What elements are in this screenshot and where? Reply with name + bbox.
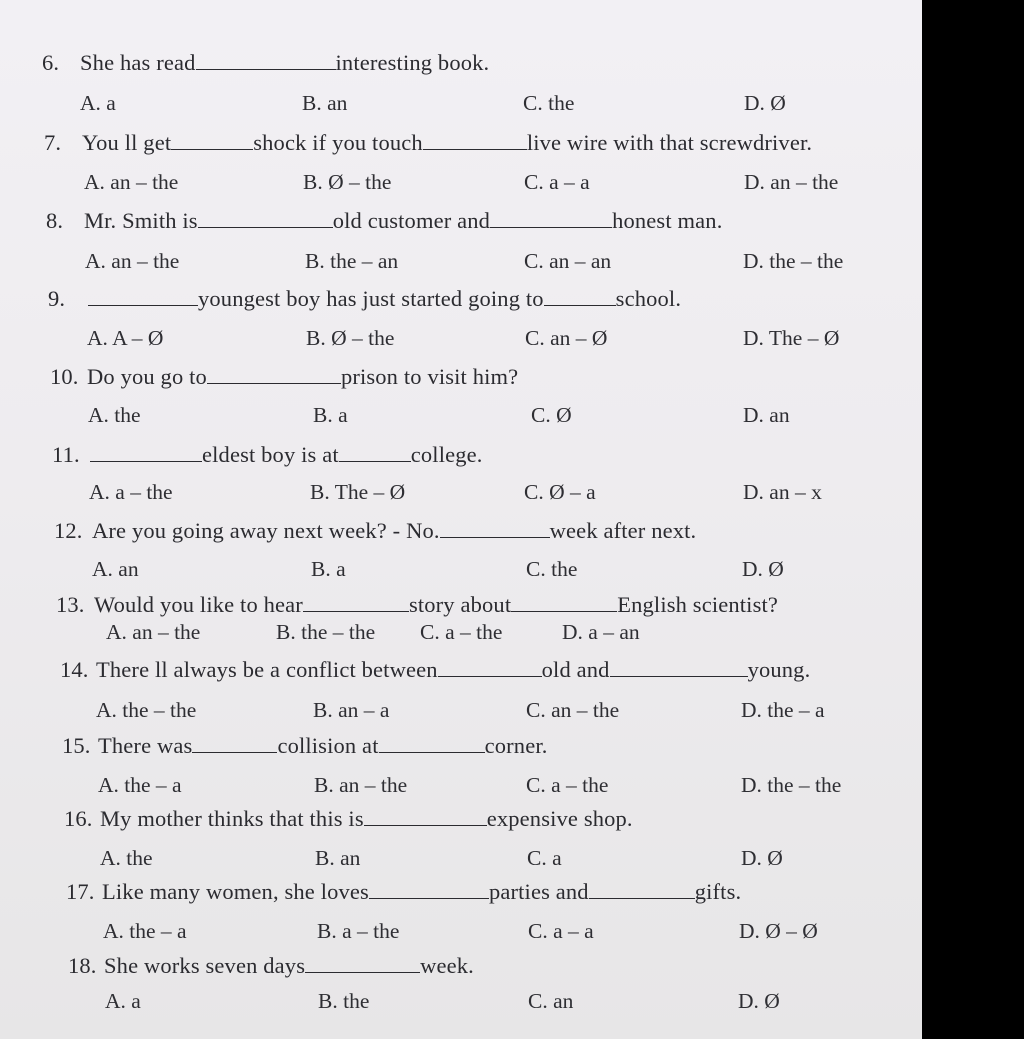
option-d: D. The – Ø	[743, 326, 840, 350]
answer-blank	[88, 304, 198, 306]
option-a: A. A – Ø	[87, 326, 164, 350]
question-text: youngest boy has just started going to	[198, 286, 544, 311]
option-c: C. an – Ø	[525, 326, 608, 350]
answer-blank	[207, 382, 341, 384]
question-text: Like many women, she loves	[102, 879, 369, 904]
option-b: B. a – the	[317, 919, 400, 943]
option-b: B. the – the	[276, 620, 376, 644]
option-c: C. an – an	[524, 249, 612, 273]
question-text: eldest boy is at	[202, 442, 339, 467]
answer-blank	[440, 536, 550, 538]
question-text: live wire with that screwdriver.	[526, 130, 813, 155]
question-number: 16.	[64, 806, 93, 831]
question-number: 18.	[68, 953, 97, 978]
question-number: 10.	[50, 364, 79, 389]
question-14	[60, 657, 810, 683]
option-d: D. an	[743, 403, 790, 427]
question-text: week after next.	[549, 518, 697, 543]
answer-blank	[379, 751, 485, 753]
option-a: A. the	[100, 846, 153, 870]
question-10	[50, 364, 518, 390]
question-number: 9.	[48, 286, 66, 311]
question-text: interesting book.	[335, 50, 490, 75]
answer-blank	[511, 610, 617, 612]
option-c: C. Ø	[531, 403, 572, 427]
answer-blank	[171, 148, 253, 150]
question-16	[64, 806, 633, 832]
answer-blank	[490, 226, 612, 228]
question-8	[46, 208, 722, 234]
option-b: B. a	[311, 557, 346, 581]
question-text: week.	[420, 953, 474, 978]
answer-blank	[364, 824, 487, 826]
question-number: 15.	[62, 733, 91, 758]
option-b: B. Ø – the	[303, 170, 392, 194]
option-d: D. the – a	[741, 698, 825, 722]
option-c: C. a	[527, 846, 562, 870]
option-a: A. a – the	[89, 480, 173, 504]
option-b: B. an	[315, 846, 361, 870]
question-text: Do you go to	[87, 364, 207, 389]
option-d: D. the – the	[743, 249, 844, 273]
question-text: corner.	[484, 733, 548, 758]
option-b: B. The – Ø	[310, 480, 406, 504]
option-b: B. an – a	[313, 698, 390, 722]
option-d: D. Ø – Ø	[739, 919, 818, 943]
question-text: Are you going away next week? - No.	[92, 518, 440, 543]
question-text: shock if you touch	[253, 130, 423, 155]
option-b: B. a	[313, 403, 348, 427]
answer-blank	[339, 460, 411, 462]
option-c: C. an	[528, 989, 574, 1013]
question-text: young.	[747, 657, 811, 682]
answer-blank	[305, 971, 420, 973]
question-text: Mr. Smith is	[84, 208, 198, 233]
option-d: D. a – an	[562, 620, 640, 644]
answer-blank	[423, 148, 527, 150]
question-number: 6.	[42, 50, 60, 75]
question-text: English scientist?	[617, 592, 779, 617]
option-a: A. an – the	[106, 620, 201, 644]
question-12	[54, 518, 696, 544]
question-18	[68, 953, 474, 979]
question-number: 11.	[52, 442, 80, 467]
answer-blank	[589, 897, 695, 899]
answer-blank	[544, 304, 616, 306]
question-text: college.	[410, 442, 483, 467]
option-c: C. the	[526, 557, 578, 581]
question-number: 7.	[44, 130, 62, 155]
answer-blank	[610, 675, 748, 677]
question-text: Would you like to hear	[94, 592, 303, 617]
question-text: honest man.	[612, 208, 723, 233]
question-15	[62, 733, 548, 759]
question-text: She works seven days	[104, 953, 306, 978]
option-d: D. Ø	[738, 989, 780, 1013]
question-number: 8.	[46, 208, 64, 233]
question-number: 14.	[60, 657, 89, 682]
question-number: 12.	[54, 518, 83, 543]
question-text: There ll always be a conflict between	[96, 657, 438, 682]
option-a: A. an	[92, 557, 139, 581]
option-c: C. a – the	[420, 620, 503, 644]
question-text: prison to visit him?	[340, 364, 519, 389]
question-text: There was	[98, 733, 193, 758]
option-d: D. an – x	[743, 480, 822, 504]
answer-blank	[438, 675, 542, 677]
option-d: D. the – the	[741, 773, 842, 797]
option-a: A. a	[105, 989, 141, 1013]
question-text: My mother thinks that this is	[100, 806, 364, 831]
option-b: B. the – an	[305, 249, 399, 273]
question-text: story about	[408, 592, 512, 617]
option-c: C. the	[523, 91, 575, 115]
question-number: 17.	[66, 879, 95, 904]
option-b: B. Ø – the	[306, 326, 395, 350]
question-11	[52, 442, 483, 468]
question-7	[44, 130, 812, 156]
option-d: D. an – the	[744, 170, 839, 194]
option-b: B. an	[302, 91, 348, 115]
option-a: A. an – the	[84, 170, 179, 194]
option-a: A. an – the	[85, 249, 180, 273]
question-text: collision at	[277, 733, 379, 758]
option-c: C. a – a	[524, 170, 590, 194]
option-d: D. Ø	[744, 91, 786, 115]
option-d: D. Ø	[741, 846, 783, 870]
option-b: B. an – the	[314, 773, 408, 797]
option-d: D. Ø	[742, 557, 784, 581]
answer-blank	[369, 897, 489, 899]
question-text: You ll get	[82, 130, 172, 155]
answer-blank	[192, 751, 277, 753]
question-number: 13.	[56, 592, 85, 617]
answer-blank	[303, 610, 409, 612]
option-c: C. a – the	[526, 773, 609, 797]
option-c: C. a – a	[528, 919, 594, 943]
question-text: old customer and	[332, 208, 491, 233]
question-text: school.	[615, 286, 682, 311]
question-text: parties and	[488, 879, 589, 904]
answer-blank	[90, 460, 202, 462]
question-text: expensive shop.	[486, 806, 633, 831]
question-13	[56, 592, 778, 618]
answer-blank	[196, 68, 336, 70]
option-a: A. the	[88, 403, 141, 427]
option-c: C. an – the	[526, 698, 620, 722]
question-text: She has read	[80, 50, 196, 75]
question-17	[66, 879, 741, 905]
option-b: B. the	[318, 989, 370, 1013]
option-a: A. the – the	[96, 698, 197, 722]
option-a: A. the – a	[98, 773, 182, 797]
question-9	[48, 286, 681, 312]
question-text: old and	[541, 657, 610, 682]
option-a: A. a	[80, 91, 116, 115]
question-text: gifts.	[694, 879, 742, 904]
answer-blank	[198, 226, 333, 228]
option-a: A. the – a	[103, 919, 187, 943]
option-c: C. Ø – a	[524, 480, 596, 504]
question-6	[42, 50, 489, 76]
